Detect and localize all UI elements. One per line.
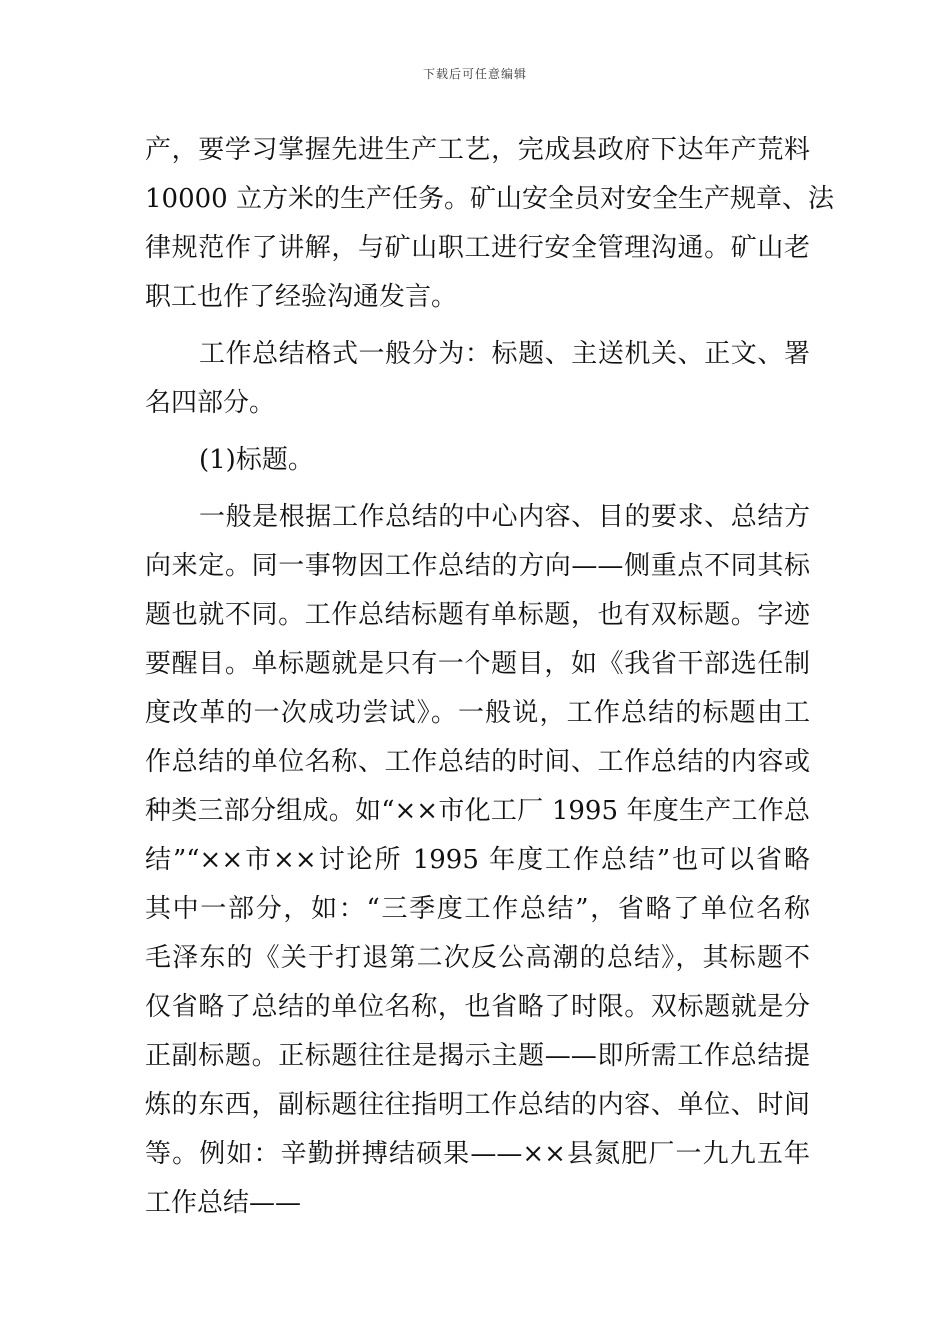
text-line: 等。例如：辛勤拼搏结硕果——××县氮肥厂一九九五年 (145, 1139, 810, 1169)
text-line: 炼的东西，副标题往往指明工作总结的内容、单位、时间 (145, 1090, 810, 1120)
text-line: 向来定。同一事物因工作总结的方向——侧重点不同其标 (145, 551, 810, 581)
paragraph-2 (145, 330, 810, 428)
text-line: 种类三部分组成。如“××市化工厂 1995 年度生产工作总 (145, 796, 810, 826)
text-line: 名四部分。 (145, 388, 276, 418)
text-line: 工作总结格式一般分为：标题、主送机关、正文、署 (199, 339, 810, 369)
paragraph-1 (145, 126, 834, 322)
page-header (0, 66, 950, 82)
text-line: 毛泽东的《关于打退第二次反公高潮的总结》，其标题不 (145, 943, 810, 973)
text-line: 要醒目。单标题就是只有一个题目，如《我省干部选任制 (145, 649, 810, 679)
text-line: 仅省略了总结的单位名称，也省略了时限。双标题就是分 (145, 992, 810, 1022)
text-line: 度改革的一次成功尝试》。一般说，工作总结的标题由工 (145, 698, 810, 728)
text-line: 律规范作了讲解，与矿山职工进行安全管理沟通。矿山老 (145, 233, 810, 263)
text-line: 产，要学习掌握先进生产工艺，完成县政府下达年产荒料 (145, 135, 810, 165)
text-line: 10000 立方米的生产任务。矿山安全员对安全生产规章、法 (145, 184, 834, 214)
header-text: 下载后可任意编辑 (422, 67, 527, 81)
text-line: 一般是根据工作总结的中心内容、目的要求、总结方 (199, 502, 810, 532)
document-body (145, 126, 834, 1228)
paragraph-3 (145, 436, 810, 485)
section-heading: (1)标题。 (199, 445, 314, 475)
text-line: 结”“××市××讨论所 1995 年度工作总结”也可以省略 (145, 845, 810, 875)
text-line: 职工也作了经验沟通发言。 (145, 282, 458, 312)
text-line: 工作总结—— (145, 1188, 302, 1218)
paragraph-4 (145, 493, 810, 1228)
text-line: 其中一部分，如：“三季度工作总结”，省略了单位名称 (145, 894, 810, 924)
text-line: 正副标题。正标题往往是揭示主题——即所需工作总结提 (145, 1041, 810, 1071)
text-line: 题也就不同。工作总结标题有单标题，也有双标题。字迹 (145, 600, 810, 630)
text-line: 作总结的单位名称、工作总结的时间、工作总结的内容或 (145, 747, 810, 777)
